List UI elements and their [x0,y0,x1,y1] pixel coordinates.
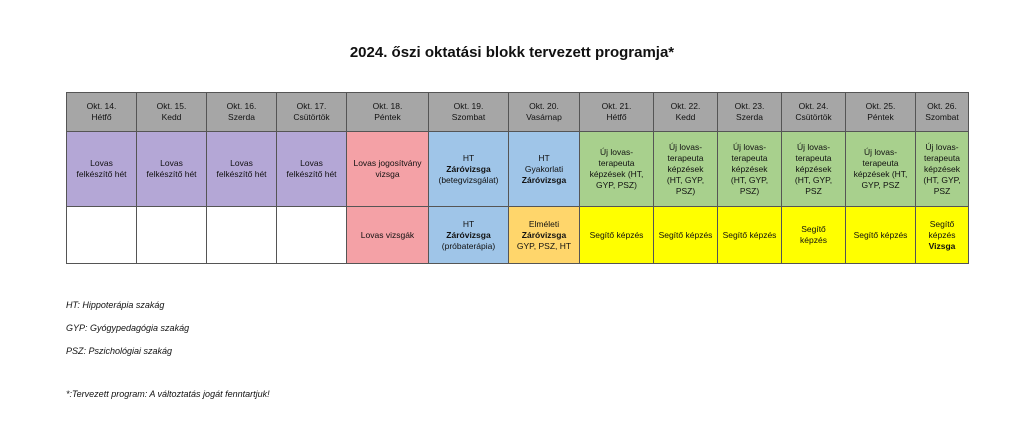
cell-line: PSZ) [739,185,760,196]
day-header [654,93,718,132]
day-date: Okt. 15. [156,101,187,111]
cell-line: képzések [795,163,832,174]
day-name: Csütörtök [795,112,832,122]
day-date: Okt. 25. [865,101,896,111]
day-date: Okt. 14. [86,101,117,111]
schedule-cell [718,132,782,207]
page-title: 2024. őszi oktatási blokk tervezett programja* [349,44,675,61]
day-header [207,93,277,132]
cell-line: (HT, GYP, [794,174,833,185]
day-name: Szombat [925,112,959,122]
cell-line: Új lovas- [863,147,898,157]
day-date: Okt. 24. [798,101,829,111]
cell-line: GYP, PSZ) [596,180,637,190]
schedule-cell [347,207,429,264]
schedule-cell [137,132,207,207]
footnote: *:Tervezett program: A változtatás jogát fenntartjuk! [66,389,270,399]
day-header [916,93,969,132]
cell-line: Gyakorlati [524,163,564,174]
day-date: Okt. 23. [734,101,765,111]
cell-line: (HT, GYP, [730,174,769,185]
schedule-cell [67,132,137,207]
cell-line: Új lovas- [599,147,634,157]
cell-line: felkészítő hét [286,169,337,179]
schedule-cell [916,207,969,264]
cell-line: képzések (HT, [853,169,908,179]
cell-line: PSZ [933,185,951,196]
cell-line: Új lovas- [925,141,959,152]
cell-line: képzések [924,163,960,174]
schedule-cell [509,207,580,264]
legend-ht: HT: Hippoterápia szakág [66,300,165,310]
schedule-cell [207,132,277,207]
day-header [137,93,207,132]
cell-line: Lovas [90,158,113,168]
day-name: Szerda [228,112,255,122]
day-header [718,93,782,132]
day-name: Csütörtök [293,112,330,122]
day-header [277,93,347,132]
day-name: Péntek [867,112,894,122]
schedule-table [66,92,969,264]
cell-line: terapeuta [598,158,635,168]
cell-line: vizsga [375,169,400,179]
cell-line: GYP, PSZ, HT [516,240,572,251]
cell-line: képzés [800,235,827,245]
day-header [580,93,654,132]
schedule-cell [347,132,429,207]
day-name: Hétfő [91,112,112,122]
cell-line: Lovas jogosítvány [353,158,422,168]
schedule-cell [654,132,718,207]
cell-line: HT [538,152,550,163]
cell-line: képzések [731,163,768,174]
cell-line: felkészítő hét [76,169,127,179]
schedule-cell [137,207,207,264]
schedule-cell [654,207,718,264]
day-name: Kedd [675,112,696,122]
cell-line: Segítő [929,218,955,229]
cell-line: Új lovas- [796,141,831,152]
cell-line: (betegvizsgálat) [438,174,499,185]
cell-line: (próbaterápia) [441,240,496,251]
cell-line: terapeuta [731,152,768,163]
day-date: Okt. 19. [453,101,484,111]
cell-line: Segítő képzés [589,229,644,240]
day-name: Péntek [374,112,401,122]
day-date: Okt. 18. [372,101,403,111]
day-name: Hétfő [606,112,627,122]
table-row [67,207,969,264]
cell-line: terapeuta [924,152,960,163]
cell-line: Segítő képzés [722,229,777,240]
day-header [429,93,509,132]
cell-line: Lovas vizsgák [360,229,415,240]
day-header [509,93,580,132]
cell-line: GYP, PSZ [861,180,900,190]
schedule-cell [718,207,782,264]
cell-line: Új lovas- [668,141,703,152]
cell-line: Lovas [300,158,323,168]
schedule-cell [277,207,347,264]
schedule-cell [782,207,846,264]
cell-line: terapeuta [667,152,704,163]
cell-line: Záróvizsga [521,174,567,185]
cell-line: képzések (HT, [589,169,644,179]
schedule-cell [277,132,347,207]
schedule-cell [580,132,654,207]
schedule-cell [509,132,580,207]
day-name: Szombat [451,112,486,122]
cell-line: HT [462,218,475,229]
header-row [67,93,969,132]
cell-line: Záróvizsga [521,229,567,240]
cell-line: Új lovas- [732,141,767,152]
cell-line: PSZ) [675,185,696,196]
day-name: Kedd [161,112,182,122]
cell-line: terapeuta [795,152,832,163]
cell-line: felkészítő hét [146,169,197,179]
cell-line: Segítő képzés [658,229,713,240]
day-date: Okt. 26. [927,101,957,111]
schedule-cell [207,207,277,264]
cell-line: Segítő [801,224,826,234]
schedule-cell [916,132,969,207]
day-header [846,93,916,132]
cell-line: PSZ [805,185,822,196]
schedule-cell [67,207,137,264]
day-date: Okt. 20. [529,101,559,111]
day-date: Okt. 21. [601,101,632,111]
cell-line: képzések [667,163,704,174]
cell-line: Záróvizsga [446,163,491,174]
cell-line: Lovas [230,158,253,168]
schedule-cell [429,132,509,207]
cell-line: Lovas [160,158,183,168]
schedule-cell [580,207,654,264]
schedule-cell [846,207,916,264]
cell-line: Elméleti [528,218,560,229]
day-name: Szerda [736,112,763,122]
schedule-cell [429,207,509,264]
cell-line: HT [462,152,475,163]
day-header [67,93,137,132]
schedule-cell [846,132,916,207]
day-name: Vasárnap [526,112,562,122]
day-header [782,93,846,132]
legend-psz: PSZ: Pszichológiai szakág [66,346,173,356]
cell-line: Segítő képzés [853,229,908,240]
day-date: Okt. 22. [670,101,701,111]
cell-line: (HT, GYP, [666,174,705,185]
day-date: Okt. 17. [296,101,327,111]
day-date: Okt. 16. [226,101,257,111]
day-header [347,93,429,132]
cell-line: Vizsga [928,240,956,251]
table-row [67,132,969,207]
cell-line: felkészítő hét [216,169,267,179]
cell-line: képzés [928,229,956,240]
cell-line: (HT, GYP, [923,174,961,185]
cell-line: Záróvizsga [446,229,491,240]
legend-gyp: GYP: Gyógypedagógia szakág [66,323,190,333]
schedule-cell [782,132,846,207]
cell-line: terapeuta [862,158,899,168]
